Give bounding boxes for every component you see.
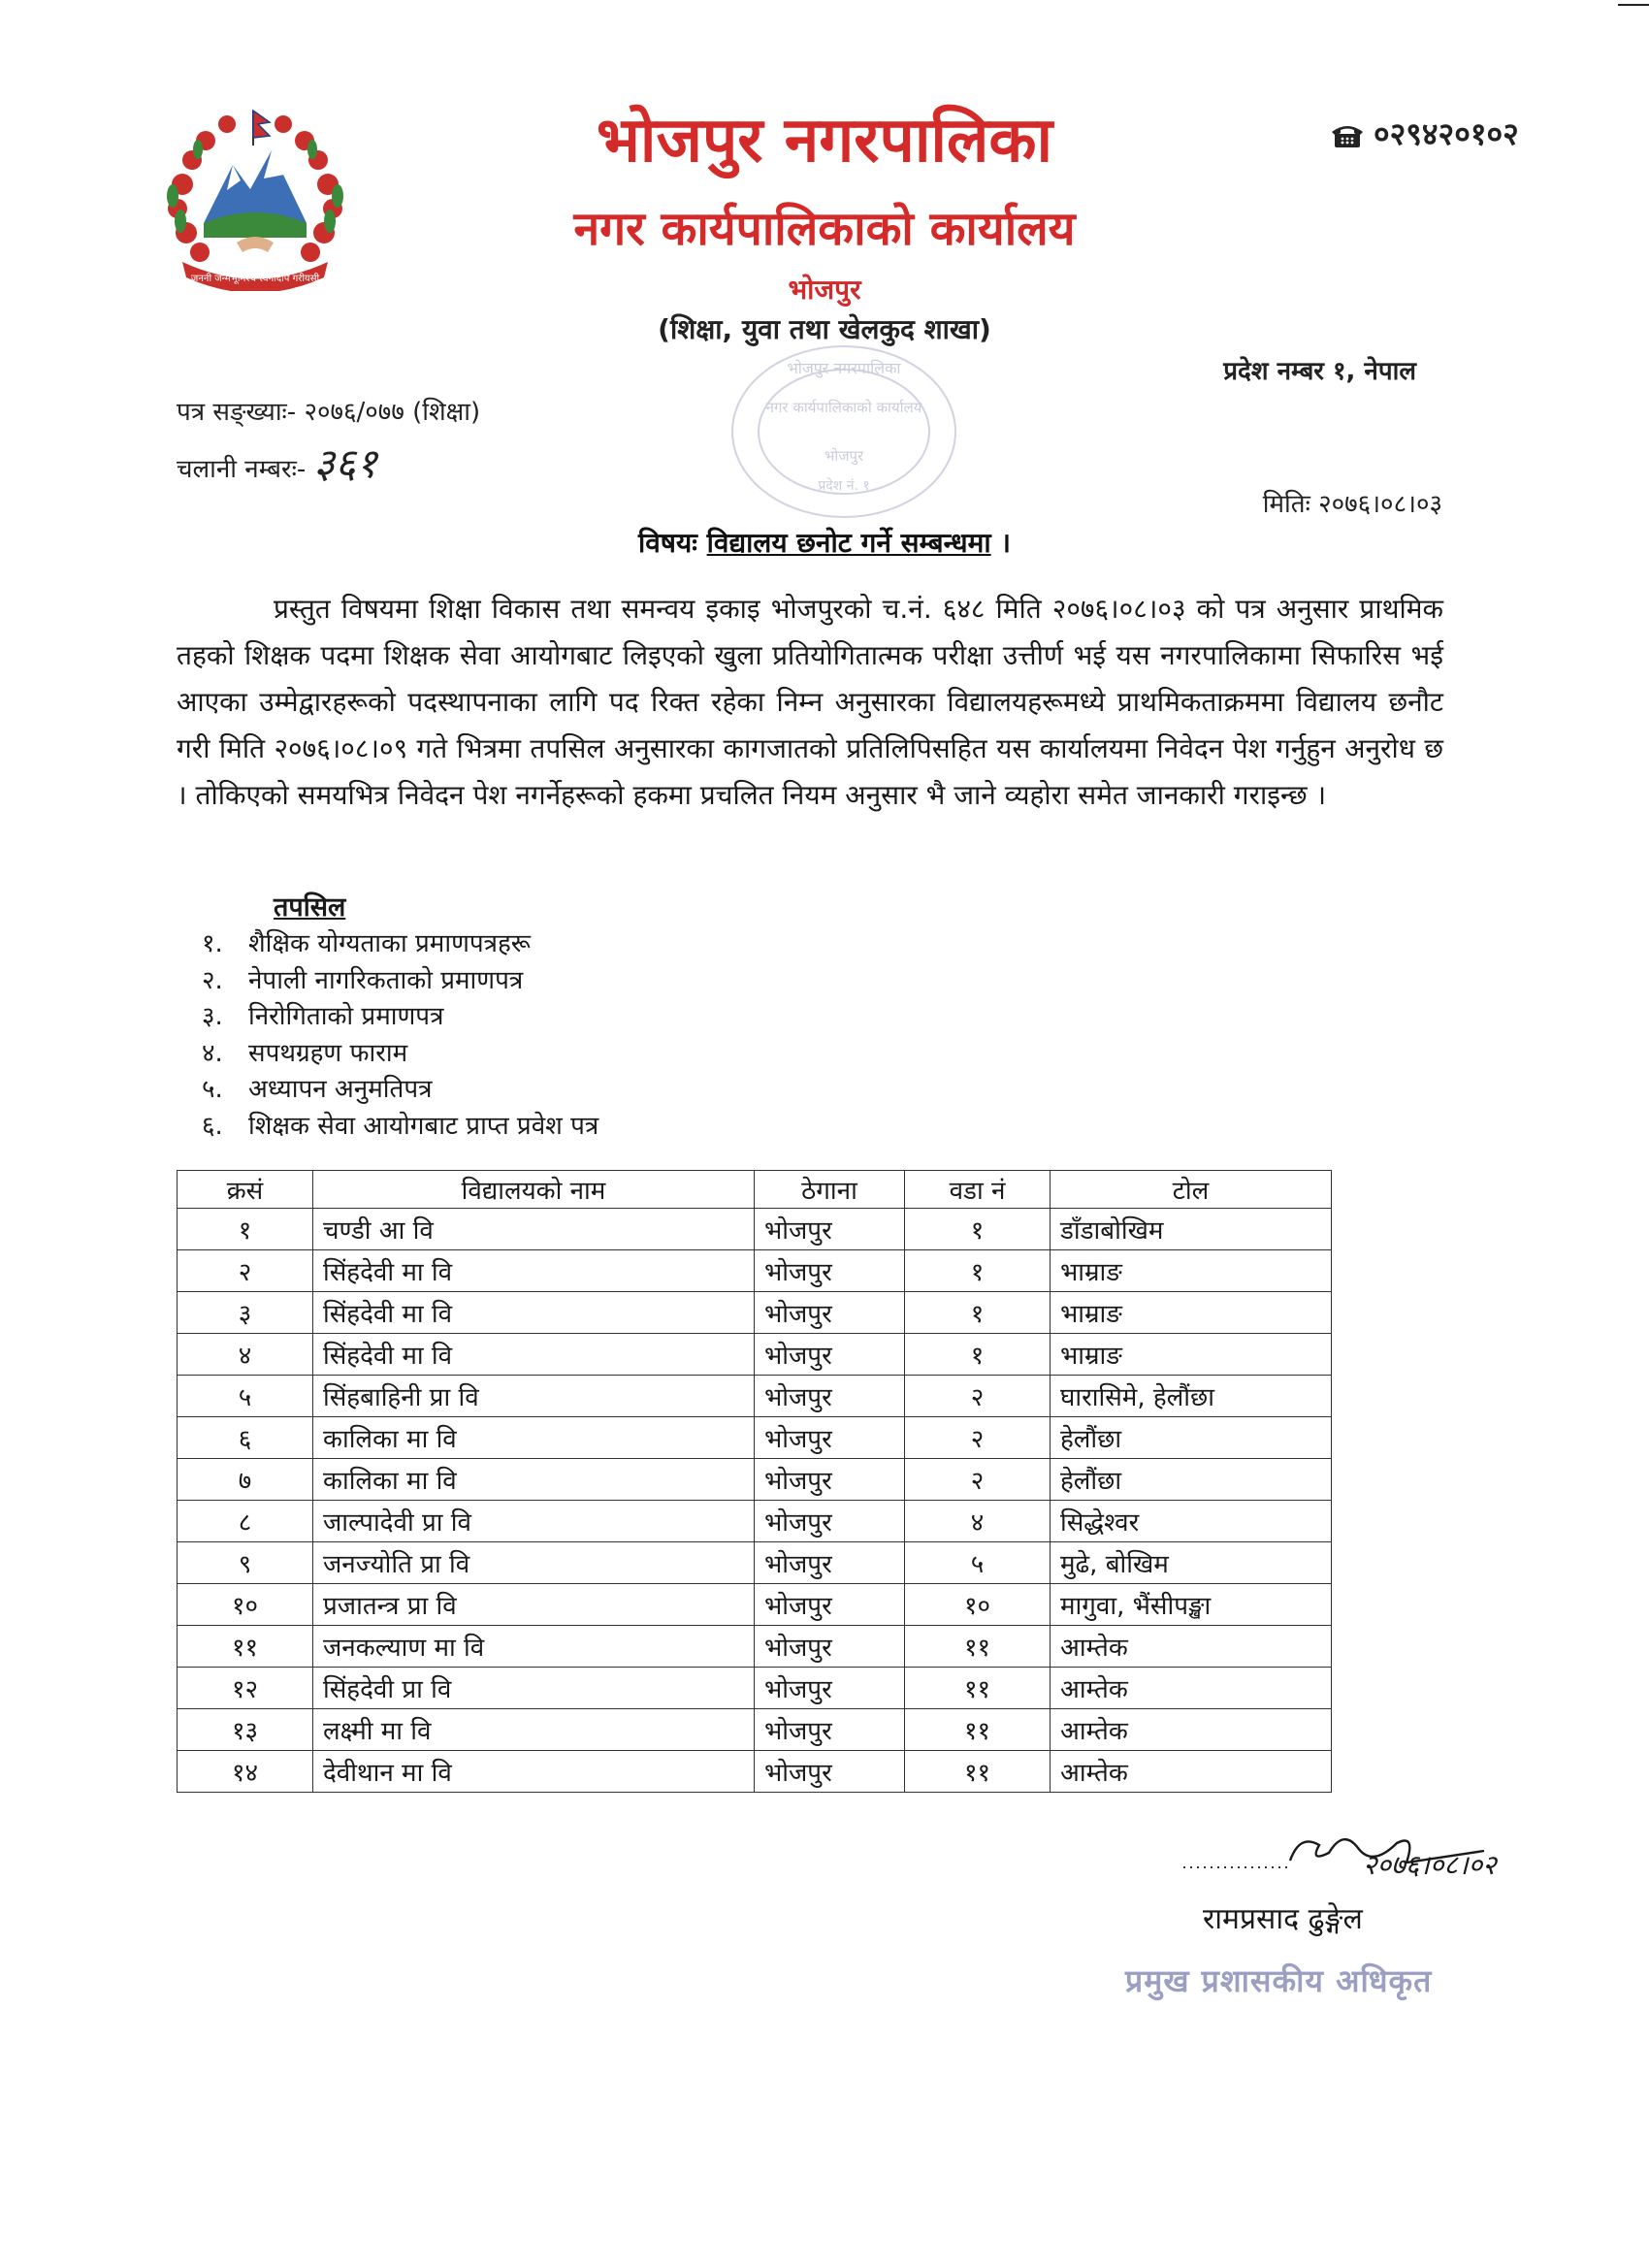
header-ward: वडा नं (905, 1171, 1051, 1209)
cell-address: भोजपुर (755, 1542, 905, 1584)
list-item-text: निरोगिताको प्रमाणपत्र (248, 1002, 444, 1031)
cell-school-name: प्रजातन्त्र प्रा वि (313, 1584, 755, 1626)
cell-ward: १ (905, 1292, 1051, 1334)
nepal-emblem-icon (144, 97, 367, 291)
cell-serial: ३ (178, 1292, 313, 1334)
cell-address: भोजपुर (755, 1626, 905, 1668)
cell-school-name: देवीथान मा वि (313, 1751, 755, 1793)
header-tole: टोल (1051, 1171, 1332, 1209)
header-school-name: विद्यालयको नाम (313, 1171, 755, 1209)
cell-address: भोजपुर (755, 1376, 905, 1417)
seal-line-4: प्रदेश नं. १ (818, 478, 870, 494)
dispatch-number-line (177, 435, 377, 490)
cell-ward: ५ (905, 1542, 1051, 1584)
emblem-ribbon-text: जननी जन्मभूमिश्च स्वर्गादपि गरीयसी (190, 274, 320, 284)
phone-number-text: ०२९४२०१०२ (1374, 115, 1519, 152)
cell-ward: १० (905, 1584, 1051, 1626)
cell-school-name: सिंहदेवी मा वि (313, 1292, 755, 1334)
table-row (178, 1709, 1332, 1751)
list-item (202, 1109, 598, 1146)
cell-ward: ११ (905, 1709, 1051, 1751)
cell-tole: भाम्राङ (1051, 1292, 1332, 1334)
cell-school-name: लक्ष्मी मा वि (313, 1709, 755, 1751)
cell-serial: १० (178, 1584, 313, 1626)
list-item (202, 963, 598, 1000)
cell-serial: २ (178, 1250, 313, 1292)
phone-number (1331, 113, 1519, 154)
table-row (178, 1459, 1332, 1501)
signature-mark (1164, 1824, 1571, 1882)
cell-tole: डाँडाबोखिम (1051, 1209, 1332, 1250)
cell-ward: १ (905, 1334, 1051, 1376)
cell-school-name: चण्डी आ वि (313, 1209, 755, 1250)
cell-address: भोजपुर (755, 1209, 905, 1250)
province-line: प्रदेश नम्बर १, नेपाल (1223, 357, 1416, 386)
table-row (178, 1626, 1332, 1668)
cell-address: भोजपुर (755, 1334, 905, 1376)
cell-ward: ४ (905, 1501, 1051, 1542)
cell-tole: घारासिमे, हेलौंछा (1051, 1376, 1332, 1417)
cell-address: भोजपुर (755, 1709, 905, 1751)
cell-tole: आम्तेक (1051, 1668, 1332, 1709)
cell-serial: १ (178, 1209, 313, 1250)
cell-serial: ६ (178, 1417, 313, 1459)
list-item-text: शैक्षिक योग्यताका प्रमाणपत्रहरू (248, 929, 532, 958)
corner-mark (1618, 4, 1649, 6)
cell-tole: आम्तेक (1051, 1626, 1332, 1668)
list-item-number: ३. (202, 1002, 223, 1031)
cell-address: भोजपुर (755, 1459, 905, 1501)
list-item-text: शिक्षक सेवा आयोगबाट प्राप्त प्रवेश पत्र (248, 1111, 599, 1141)
cell-tole: भाम्राङ (1051, 1334, 1332, 1376)
cell-address: भोजपुर (755, 1250, 905, 1292)
cell-serial: १३ (178, 1709, 313, 1751)
cell-serial: ९ (178, 1542, 313, 1584)
cell-ward: ११ (905, 1668, 1051, 1709)
list-item-text: सपथग्रहण फाराम (248, 1038, 408, 1068)
table-row (178, 1584, 1332, 1626)
list-item-number: १. (202, 929, 223, 958)
cell-tole: सिद्धेश्वर (1051, 1501, 1332, 1542)
cell-serial: ४ (178, 1334, 313, 1376)
cell-serial: १४ (178, 1751, 313, 1793)
list-item (202, 926, 598, 963)
list-item (202, 1036, 598, 1073)
cell-address: भोजपुर (755, 1751, 905, 1793)
cell-tole: भाम्राङ (1051, 1250, 1332, 1292)
branch-name: (शिक्षा, युवा तथा खेलकुद शाखा) (658, 313, 991, 345)
table-row (178, 1542, 1332, 1584)
telephone-icon (1331, 123, 1364, 148)
cell-tole: आम्तेक (1051, 1709, 1332, 1751)
list-item-number: २. (202, 965, 223, 995)
cell-school-name: सिंहदेवी मा वि (313, 1334, 755, 1376)
cell-address: भोजपुर (755, 1501, 905, 1542)
cell-tole: मुढे, बोखिम (1051, 1542, 1332, 1584)
cell-ward: १ (905, 1250, 1051, 1292)
table-row (178, 1250, 1332, 1292)
letter-date: मितिः २०७६।०८।०३ (1262, 490, 1442, 519)
list-item-number: ५. (202, 1075, 223, 1104)
municipality-title: भोजपुर नगरपालिका (596, 105, 1053, 177)
table-header-row (178, 1171, 1332, 1209)
subject-prefix: विषयः (637, 527, 697, 559)
signature-date: २०७६।०८।०२ (1363, 1849, 1497, 1881)
dispatch-number-value: ३६१ (313, 439, 377, 487)
table-row (178, 1292, 1332, 1334)
list-item-number: ४. (202, 1038, 223, 1068)
table-row (178, 1209, 1332, 1250)
office-place: भोजपुर (788, 274, 861, 306)
cell-serial: १२ (178, 1668, 313, 1709)
cell-address: भोजपुर (755, 1292, 905, 1334)
header-serial: क्रसं (178, 1171, 313, 1209)
seal-line-3: भोजपुर (824, 447, 864, 465)
table-row (178, 1501, 1332, 1542)
list-item (202, 1072, 598, 1109)
office-seal (723, 335, 965, 529)
designation-stamp: प्रमुख प्रशासकीय अधिकृत (1125, 1962, 1433, 1999)
list-item-number: ६. (202, 1111, 223, 1141)
cell-school-name: कालिका मा वि (313, 1459, 755, 1501)
cell-school-name: जनज्योति प्रा वि (313, 1542, 755, 1584)
cell-address: भोजपुर (755, 1417, 905, 1459)
cell-tole: मागुवा, भैंसीपङ्खा (1051, 1584, 1332, 1626)
cell-address: भोजपुर (755, 1668, 905, 1709)
table-row (178, 1417, 1332, 1459)
signer-name: रामप्रसाद ढुङ्गेल (1203, 1902, 1363, 1936)
cell-ward: २ (905, 1376, 1051, 1417)
subject-text: विद्यालय छनोट गर्ने सम्बन्धमा (706, 527, 991, 559)
cell-ward: ११ (905, 1626, 1051, 1668)
list-item (202, 999, 598, 1036)
cell-school-name: सिंहबाहिनी प्रा वि (313, 1376, 755, 1417)
subject-suffix: । (1000, 527, 1012, 559)
cell-school-name: जनकल्याण मा वि (313, 1626, 755, 1668)
tapsil-heading: तपसिल (274, 892, 346, 923)
cell-tole: हेलौंछा (1051, 1417, 1332, 1459)
cell-serial: ५ (178, 1376, 313, 1417)
cell-tole: आम्तेक (1051, 1751, 1332, 1793)
cell-ward: ११ (905, 1751, 1051, 1793)
cell-ward: १ (905, 1209, 1051, 1250)
cell-serial: ७ (178, 1459, 313, 1501)
cell-school-name: सिंहदेवी प्रा वि (313, 1668, 755, 1709)
cell-tole: हेलौंछा (1051, 1459, 1332, 1501)
cell-ward: २ (905, 1417, 1051, 1459)
cell-ward: २ (905, 1459, 1051, 1501)
dispatch-number-label: चलानी नम्बरः- (177, 455, 307, 484)
header-address: ठेगाना (755, 1171, 905, 1209)
seal-line-1: भोजपुर नगरपालिका (787, 359, 901, 377)
seal-line-2: नगर कार्यपालिकाको कार्यालय (765, 399, 922, 416)
office-title: नगर कार्यपालिकाको कार्यालय (573, 202, 1076, 256)
list-item-text: नेपाली नागरिकताको प्रमाणपत्र (248, 965, 524, 995)
table-row (178, 1751, 1332, 1793)
cell-school-name: सिंहदेवी मा वि (313, 1250, 755, 1292)
cell-school-name: कालिका मा वि (313, 1417, 755, 1459)
table-row (178, 1668, 1332, 1709)
document-checklist (202, 926, 598, 1145)
cell-address: भोजपुर (755, 1584, 905, 1626)
letter-number: पत्र सङ्ख्याः- २०७६/०७७ (शिक्षा) (177, 398, 481, 427)
table-row (178, 1334, 1332, 1376)
body-paragraph: प्रस्तुत विषयमा शिक्षा विकास तथा समन्वय इकाइ भोजपुरको च.नं. ६४८ मिति २०७६।०८।०३ को पत्र अनुसार प्राथमिक तहको शिक्षक पदमा शिक्षक सेवा आयोगबाट लिइएको खुला प्रतियोगितात्मक परीक्षा उत्तीर्ण भई यस नगरपालिकामा सिफारिस भई आएका उम्मेद्वारहरूको पदस्थापनाका लागि पद रिक्त रहेका निम्न अनुसारका विद्यालयहरूमध्ये प्राथमिकताक्रममा विद्यालय छनौट गरी मिति २०७६।०८।०९ गते भित्रमा तपसिल अनुसारका कागजातको प्रतिलिपिसहित यस कार्यालयमा निवेदन पेश गर्नुहुन अनुरोध छ । तोकिएको समयभित्र निवेदन पेश नगर्नेहरूको हकमा प्रचलित नियम अनुसार भै जाने व्यहोरा समेत जानकारी गराइन्छ । (177, 593, 1443, 811)
cell-serial: ८ (178, 1501, 313, 1542)
cell-serial: ११ (178, 1626, 313, 1668)
subject-line (388, 524, 1261, 561)
list-item-text: अध्यापन अनुमतिपत्र (248, 1075, 433, 1104)
table-row (178, 1376, 1332, 1417)
schools-table (177, 1170, 1332, 1793)
cell-school-name: जाल्पादेवी प्रा वि (313, 1501, 755, 1542)
